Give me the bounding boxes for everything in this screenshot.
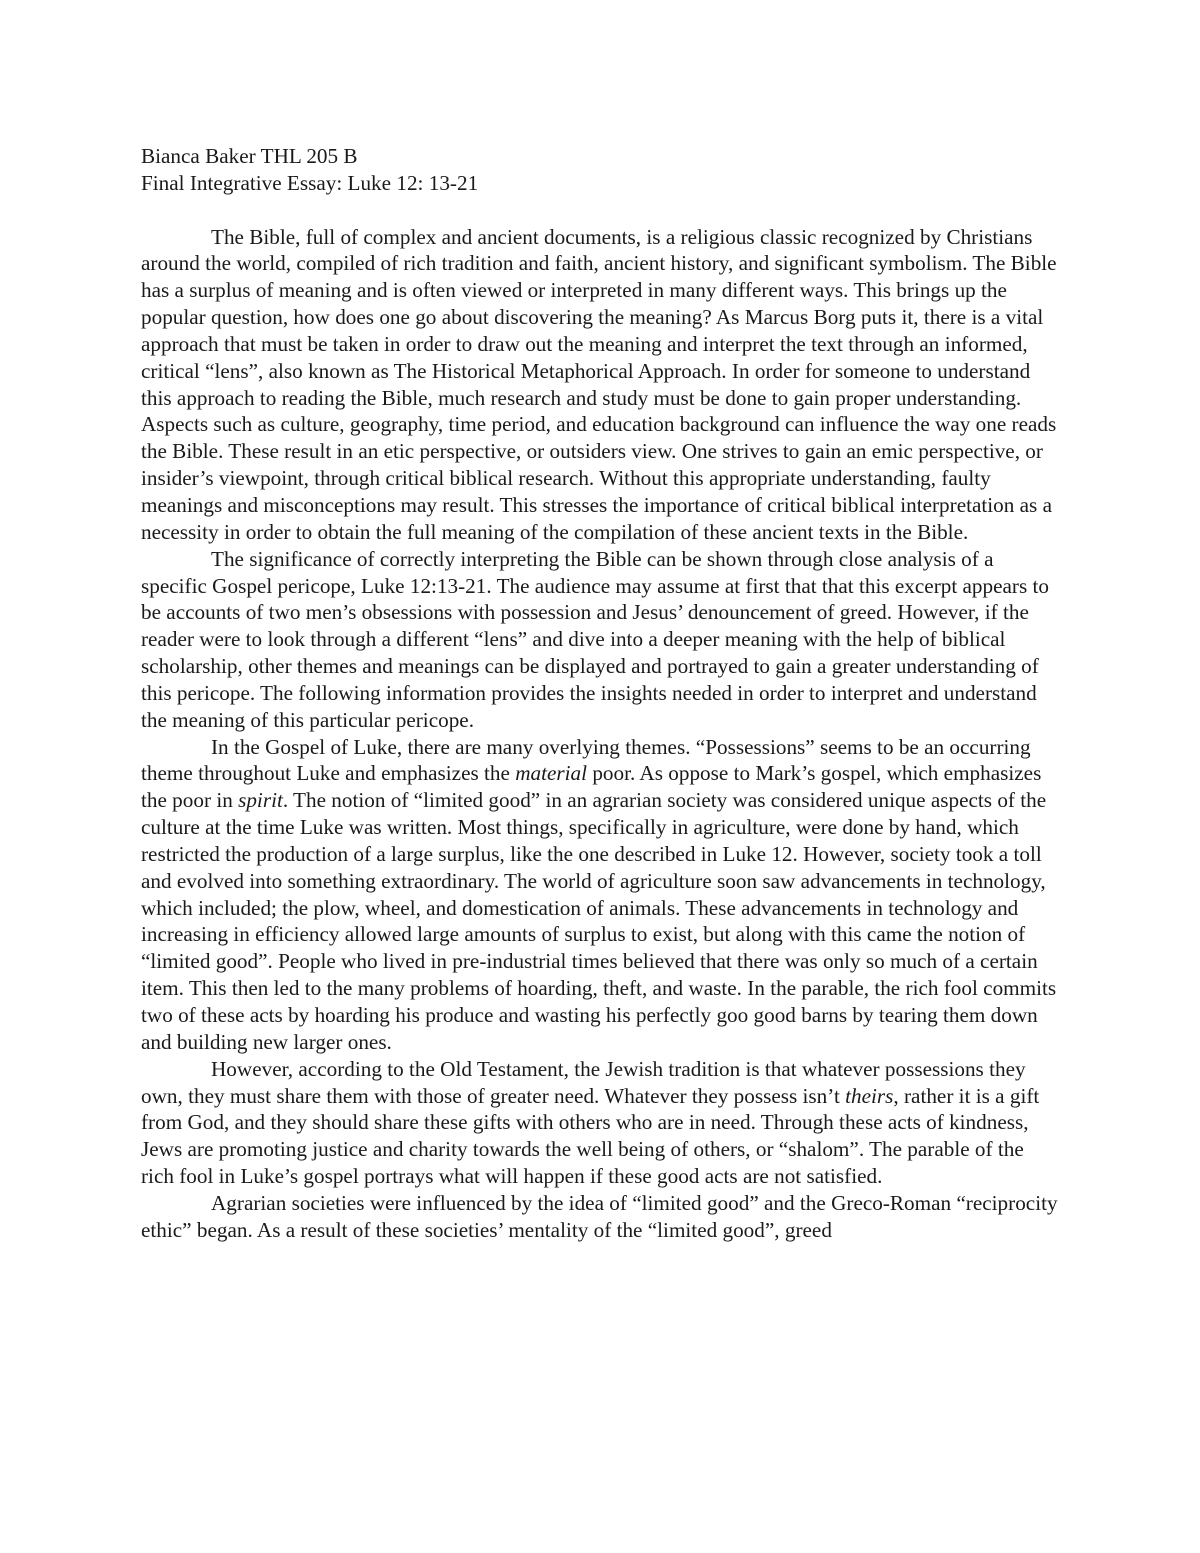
paragraph-text: Agrarian societies were influenced by the idea of “limited good” and the Greco-Roman “reciprocity ethic” began. As a result of these societies’ mentality of the “limited good”, greed xyxy=(141,1190,1058,1242)
paragraph-text: . The notion of “limited good” in an agrarian society was considered unique aspects of the culture at the time Luke was written. Most things, specifically in agriculture, were done by hand, which restricted the production of a large surplus, like the one described in Luke 12. However, society took a toll and evolved into something extraordinary. The world of agriculture soon saw advancements in technology, which included; the plow, wheel, and domestication of animals. These advancements in technology and increasing in efficiency allowed large amounts of surplus to exist, but along with this came the notion of “limited good”. People who lived in pre-industrial times believed that there was only so much of a certain item. This then led to the many problems of hoarding, theft, and waste. In the parable, the rich fool commits two of these acts by hoarding his produce and wasting his perfectly goo good barns by tearing them down and building new larger ones. xyxy=(141,788,1057,1054)
emphasis-text: theirs xyxy=(845,1083,894,1108)
paragraph-text: The Bible, full of complex and ancient documents, is a religious classic recognized by Christians around the world, compiled of rich tradition and faith, ancient history, and significant symbolism. The Bible has a surplus of meaning and is often viewed or interpreted in many different ways. This brings up the popular question, how does one go about discovering the meaning? As Marcus Borg puts it, there is a vital approach that must be taken in order to draw out the meaning and interpret the text through an informed, critical “lens”, also known as The Historical Metaphorical Approach. In order for someone to understand this approach to reading the Bible, much research and study must be done to gain proper understanding. Aspects such as culture, geography, time period, and education background can influence the way one reads the Bible. These result in an etic perspective, or outsiders view. One strives to gain an emic perspective, or insider’s viewpoint, through critical biblical research. Without this appropriate understanding, faulty meanings and misconceptions may result. This stresses the importance of critical biblical interpretation as a necessity in order to obtain the full meaning of the compilation of these ancient texts in the Bible. xyxy=(141,224,1057,544)
document-body xyxy=(141,143,1061,1244)
emphasis-text: spirit xyxy=(238,788,283,813)
paragraph-text: The significance of correctly interpreting the Bible can be shown through close analysis of a specific Gospel pericope, Luke 12:13-21. The audience may assume at first that that this excerpt appears to be accounts of two men’s obsessions with possession and Jesus’ denouncement of greed. However, if the reader were to look through a different “lens” and dive into a deeper meaning with the help of biblical scholarship, other themes and meanings can be displayed and portrayed to gain a greater understanding of this pericope. The following information provides the insights needed in order to interpret and understand the meaning of this particular pericope. xyxy=(141,546,1050,732)
paragraph-4 xyxy=(141,1056,1061,1190)
paragraph-1 xyxy=(141,224,1061,546)
paragraph-text: In the Gospel of Luke, there are many overlying themes. “Possessions” seems to be an occurring theme throughout Luke and emphasizes the xyxy=(141,734,1031,786)
emphasis-text: material xyxy=(515,761,588,786)
paragraph-2 xyxy=(141,546,1061,734)
paragraph-text: , rather it is a gift from God, and they should share these gifts with others who are in need. Through these acts of kindness, Jews are promoting justice and charity towards the well being of others, or “shalom”. The parable of the rich fool in Luke’s gospel portrays what will happen if these good acts are not satisfied. xyxy=(141,1083,1040,1189)
paragraph-text: However, according to the Old Testament, the Jewish tradition is that whatever possessions they own, they must share them with those of greater need. Whatever they possess isn’t xyxy=(141,1056,1026,1108)
essay-title: Final Integrative Essay: Luke 12: 13-21 xyxy=(141,170,479,195)
paragraph-text: poor. As oppose to Mark’s gospel, which emphasizes the poor in xyxy=(141,761,1042,813)
paragraph-5 xyxy=(141,1190,1061,1244)
author-course-line: Bianca Baker THL 205 B xyxy=(141,144,358,168)
paragraph-3 xyxy=(141,734,1061,1056)
